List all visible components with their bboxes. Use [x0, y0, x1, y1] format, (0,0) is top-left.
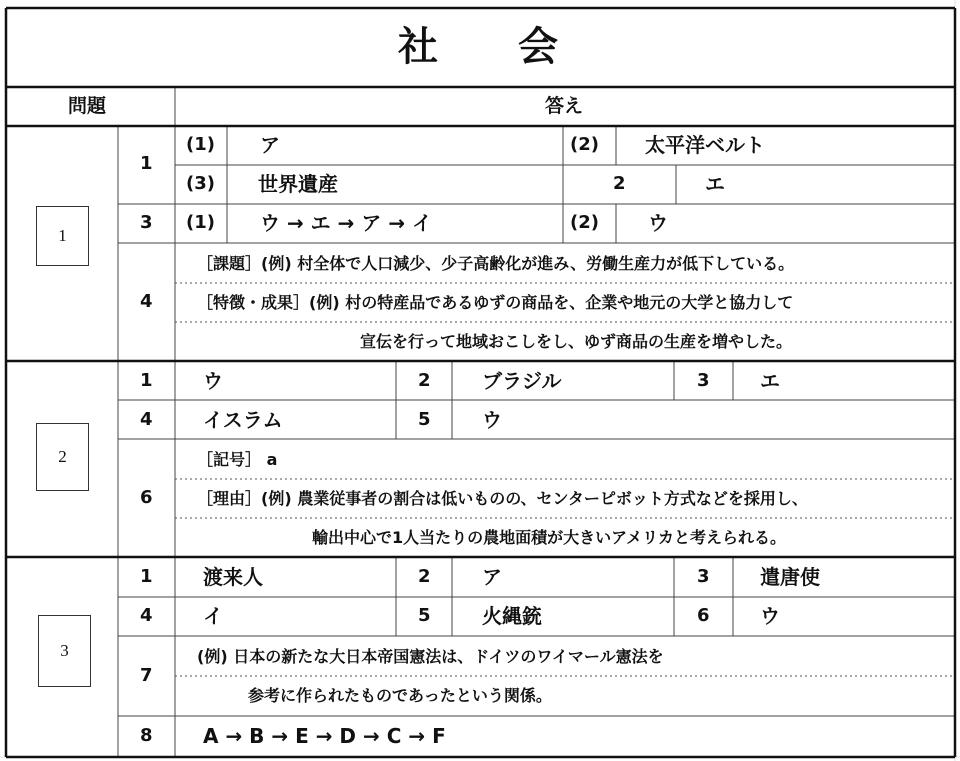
q3-2-answer: ア [482, 565, 502, 589]
q2-3-label: 3 [697, 370, 710, 391]
q3-6-answer: ウ [760, 604, 780, 628]
q2-4-answer: イスラム [203, 408, 283, 432]
q1-1-label: 1 [140, 153, 153, 174]
page-title: 社 会 [398, 24, 558, 70]
q1-3-label: 3 [140, 212, 153, 233]
q1-2-answer: エ [705, 172, 725, 196]
section-number-2: 2 [36, 423, 89, 491]
q1-1-3-answer: 世界遺産 [258, 172, 338, 196]
q1-4-line-2: ［特徴・成果］(例) 村の特産品であるゆずの商品を、企業や地元の大学と協力して [197, 293, 794, 312]
q3-3-label: 3 [697, 566, 710, 587]
q2-6-line-1: ［記号］ a [197, 450, 278, 469]
header-answer: 答え [545, 95, 584, 117]
q3-1-label: 1 [140, 566, 153, 587]
q3-3-answer: 遣唐使 [760, 565, 820, 589]
q3-7-line-1: (例) 日本の新たな大日本帝国憲法は、ドイツのワイマール憲法を [197, 647, 664, 666]
q3-8-label: 8 [140, 725, 153, 746]
q2-2-label: 2 [418, 370, 431, 391]
q2-6-line-3: 輸出中心で1人当たりの農地面積が大きいアメリカと考えられる。 [312, 528, 787, 547]
q2-6-line-2: ［理由］(例) 農業従事者の割合は低いものの、センターピボット方式などを採用し、 [197, 489, 808, 508]
q3-5-label: 5 [418, 605, 431, 626]
q1-1-3-mark: (3) [186, 173, 215, 194]
q2-1-answer: ウ [203, 369, 223, 393]
q2-1-label: 1 [140, 370, 153, 391]
q2-3-answer: エ [760, 369, 780, 393]
q1-1-2-mark: (2) [570, 134, 599, 155]
q3-2-label: 2 [418, 566, 431, 587]
q1-1-1-mark: (1) [186, 134, 215, 155]
q1-1-1-answer: ア [260, 133, 280, 157]
q3-7-label: 7 [140, 665, 153, 686]
q1-4-line-3: 宣伝を行って地域おこしをし、ゆず商品の生産を増やした。 [360, 332, 793, 351]
q3-4-answer: イ [203, 604, 223, 628]
q1-3-1-mark: (1) [186, 212, 215, 233]
section-number-1: 1 [36, 206, 89, 266]
q1-3-1-answer: ウ → エ → ア → イ [260, 211, 433, 235]
q3-7-line-2: 参考に作られたものであったという関係。 [248, 686, 552, 705]
q3-6-label: 6 [697, 605, 710, 626]
q1-4-label: 4 [140, 291, 153, 312]
q1-3-2-mark: (2) [570, 212, 599, 233]
q2-2-answer: ブラジル [482, 369, 562, 393]
q3-5-answer: 火縄銃 [482, 604, 542, 628]
q3-4-label: 4 [140, 605, 153, 626]
q1-3-2-answer: ウ [648, 211, 668, 235]
q3-1-answer: 渡来人 [203, 565, 263, 589]
header-question: 問題 [68, 95, 107, 117]
q2-6-label: 6 [140, 487, 153, 508]
q2-5-answer: ウ [482, 408, 502, 432]
section-number-3: 3 [38, 615, 91, 687]
q2-4-label: 4 [140, 409, 153, 430]
q1-2-label: 2 [613, 173, 626, 194]
q2-5-label: 5 [418, 409, 431, 430]
q3-8-answer: A → B → E → D → C → F [203, 724, 446, 748]
q1-1-2-answer: 太平洋ベルト [645, 133, 765, 157]
q1-4-line-1: ［課題］(例) 村全体で人口減少、少子高齢化が進み、労働生産力が低下している。 [197, 254, 795, 273]
